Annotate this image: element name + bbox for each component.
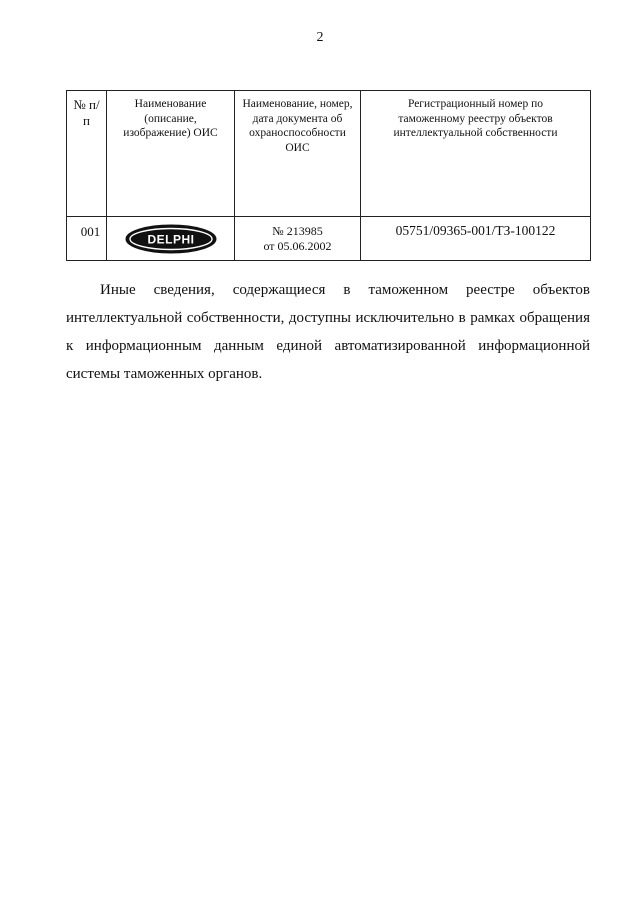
row-registration-number: 05751/09365-001/ТЗ-100122	[361, 217, 591, 261]
delphi-logo	[125, 224, 217, 254]
delphi-logo-text: DELPHI	[146, 232, 195, 247]
table-row	[67, 217, 591, 261]
registry-table	[66, 90, 591, 261]
row-document-cell	[235, 217, 361, 261]
info-paragraph: Иные сведения, содержащиеся в таможенном реестре объектов интеллектуальной собственности, доступны исключительно в рамках обращения к информационным данным единой автоматизированной информационной системы таможенных органов.	[66, 282, 590, 382]
header-name: Наименование (описание, изображение) ОИС	[107, 91, 235, 217]
row-document-number: № 213985	[272, 224, 323, 238]
header-registration-number: Регистрационный номер по таможенному реестру объектов интеллектуальной собственности	[361, 91, 591, 217]
row-logo-cell	[107, 217, 235, 261]
page-number: 2	[316, 30, 324, 45]
header-document: Наименование, номер, дата документа об охраноспособности ОИС	[235, 91, 361, 217]
header-num: № п/п	[67, 91, 107, 217]
table-header-row	[67, 91, 591, 217]
row-document-date: от 05.06.2002	[263, 239, 332, 253]
row-num: 001	[67, 217, 107, 261]
